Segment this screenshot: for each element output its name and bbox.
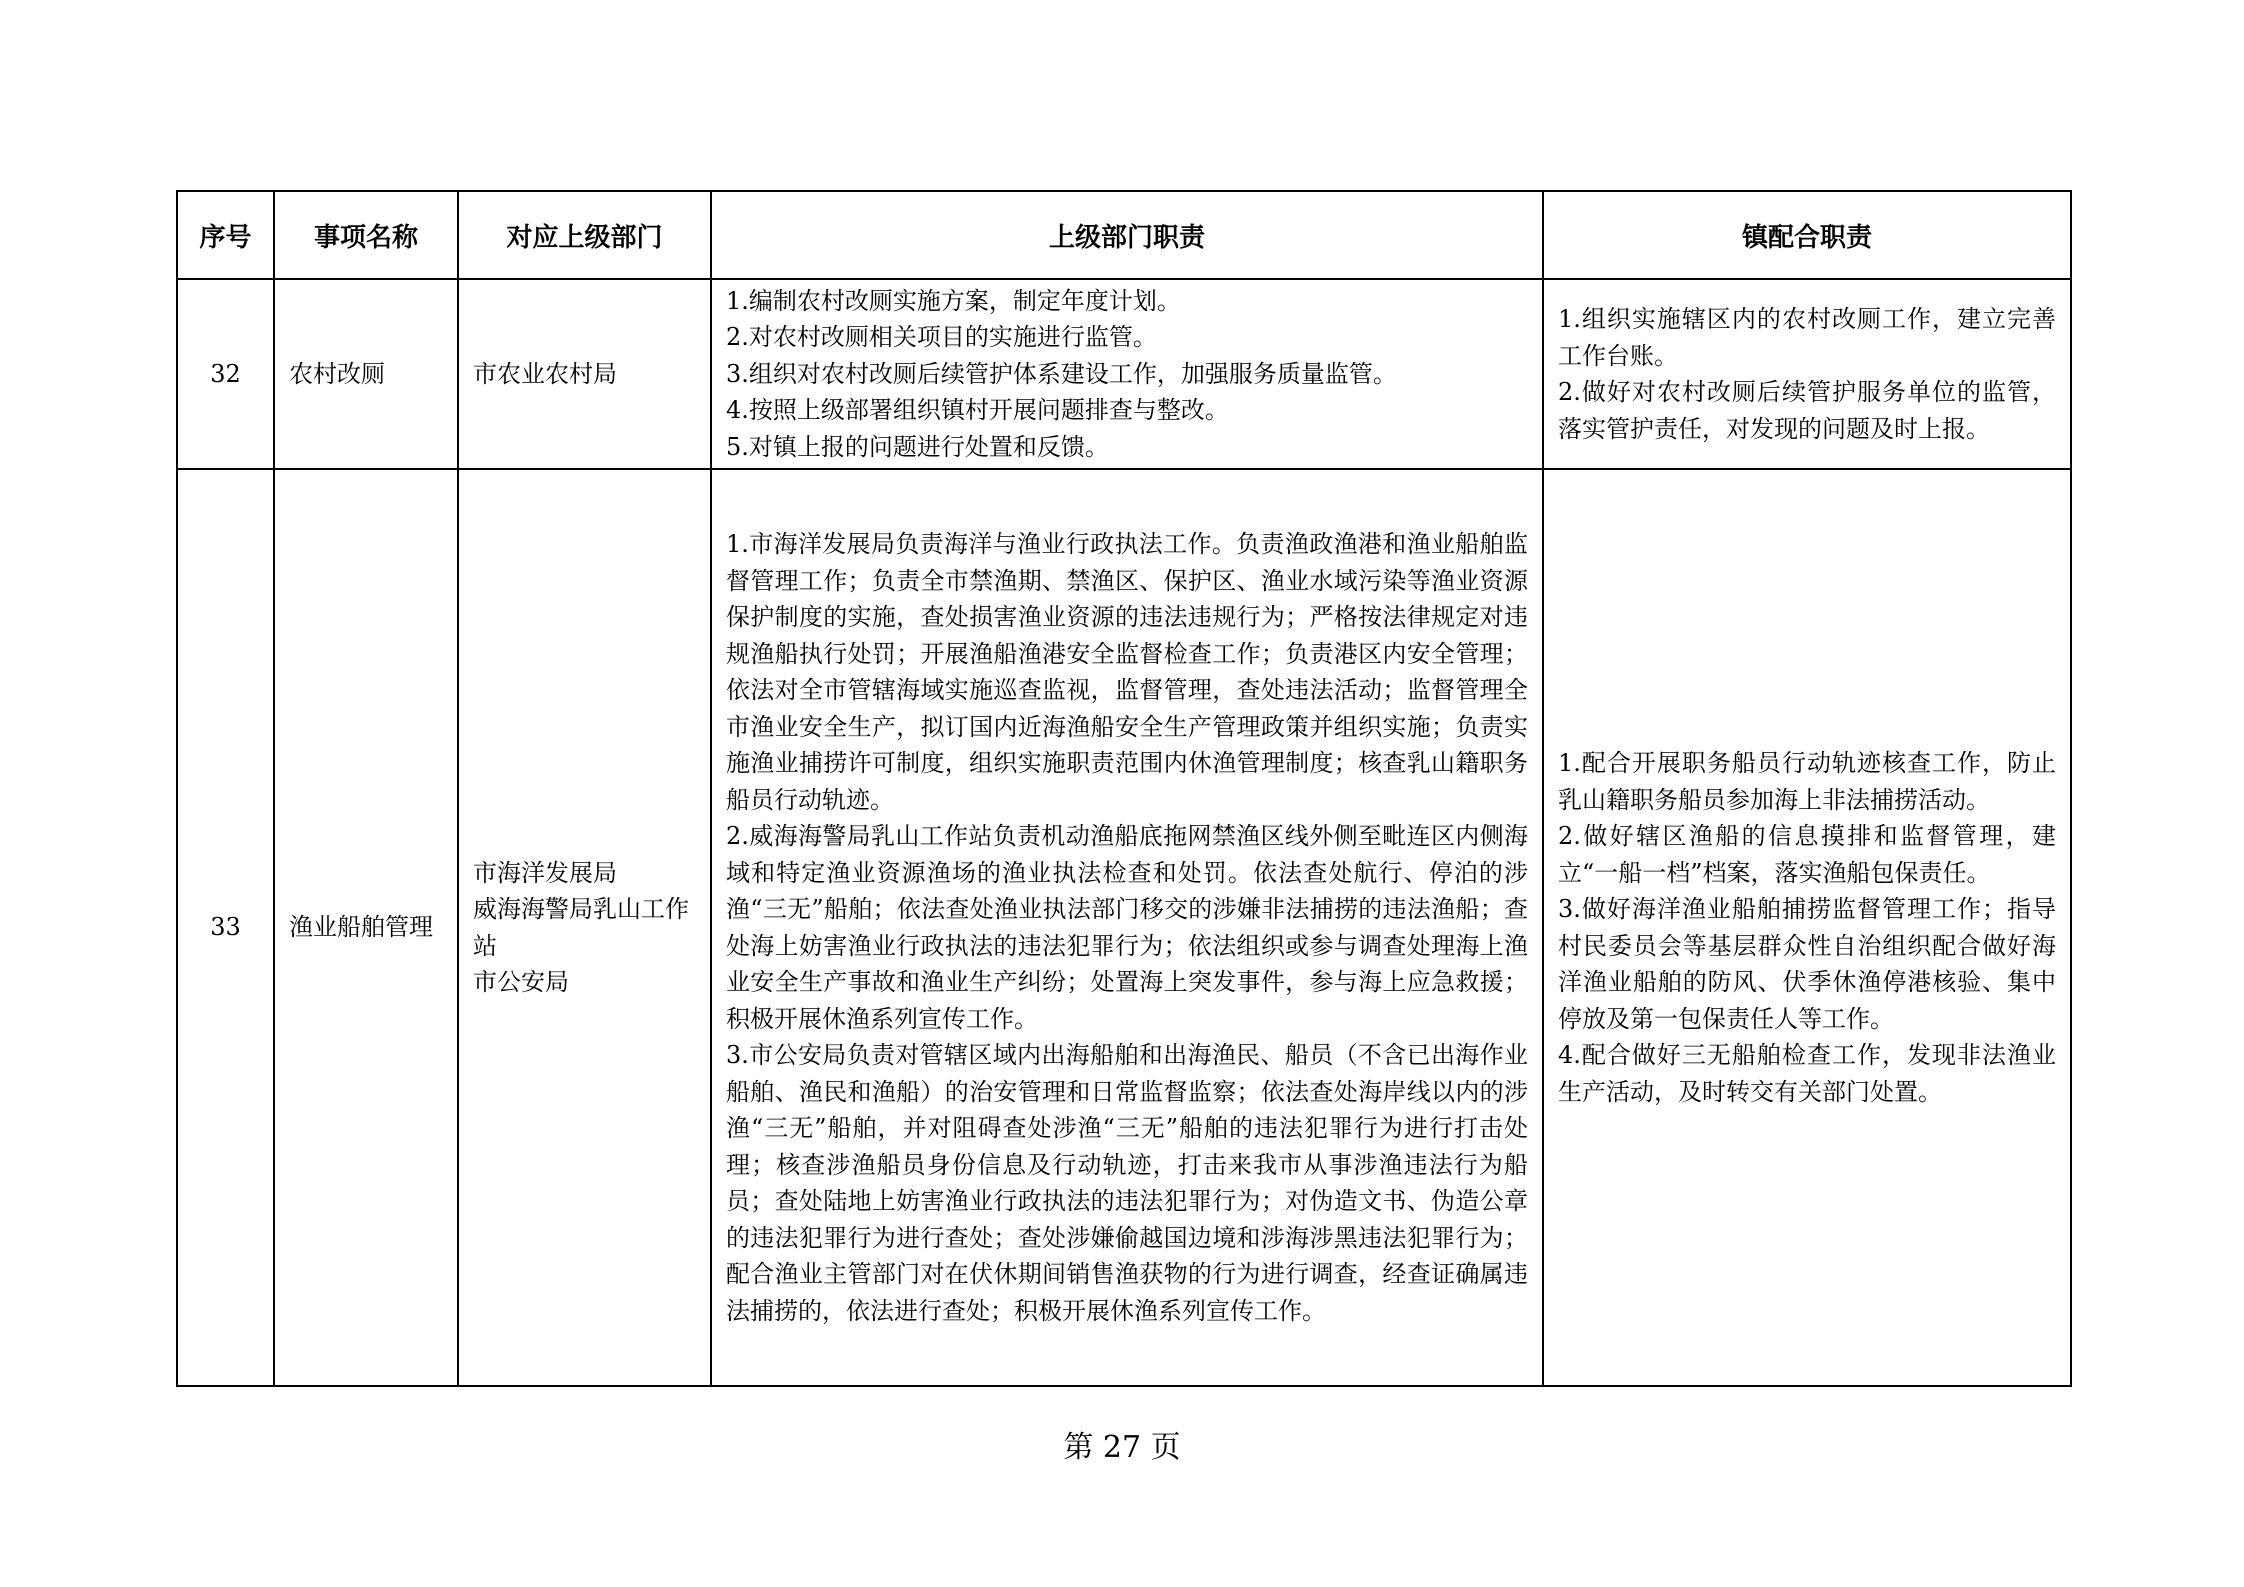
duty-line: 5.对镇上报的问题进行处置和反馈。 [726,432,1109,461]
row-index: 33 [177,469,274,1386]
page-number: 第 27 页 [1063,1430,1181,1465]
row-departments [458,279,711,469]
row-index: 32 [177,279,274,469]
row-superior-duties [711,469,1543,1386]
duty-line: 3.市公安局负责对管辖区域内出海船舶和出海渔民、船员（不含已出海作业船舶、渔民和渔船）的治安管理和日常监督监察；依法查处海岸线以内的涉渔“三无”船舶，并对阻碍查处涉渔“三无”船舶的违法犯罪行为进行打击处理；核查涉渔船员身份信息及行动轨迹，打击来我市从事涉渔违法行为船员；查处陆地上妨害渔业行政执法的违法犯罪行为；对伪造文书、伪造公章的违法犯罪行为进行查处；查处涉嫌偷越国边境和涉海涉黑违法犯罪行为；配合渔业主管部门对在伏休期间销售渔获物的行为进行调查，经查证确属违法捕捞的，依法进行查处；积极开展休渔系列宣传工作。 [726,1041,1528,1325]
header-town-duties: 镇配合职责 [1543,191,2071,279]
row-item-name: 渔业船舶管理 [274,469,458,1386]
header-index: 序号 [177,191,274,279]
department-line: 市农业农村局 [473,359,617,388]
duty-line: 2.做好辖区渔船的信息摸排和监督管理，建立“一船一档”档案，落实渔船包保责任。 [1558,822,2056,887]
duties-table-wrapper [176,190,2070,1387]
header-superior-department: 对应上级部门 [458,191,711,279]
duty-line: 1.市海洋发展局负责海洋与渔业行政执法工作。负责渔政渔港和渔业船舶监督管理工作；负责全市禁渔期、禁渔区、保护区、渔业水域污染等渔业资源保护制度的实施，查处损害渔业资源的违法违规行为；严格按法律规定对违规渔船执行处罚；开展渔船渔港安全监督检查工作；负责港区内安全管理；依法对全市管辖海域实施巡查监视，监督管理，查处违法活动；监督管理全市渔业安全生产，拟订国内近海渔船安全生产管理政策并组织实施；负责实施渔业捕捞许可制度，组织实施职责范围内休渔管理制度；核查乳山籍职务船员行动轨迹。 [726,530,1528,814]
row-departments [458,469,711,1386]
department-line: 市海洋发展局 [473,858,617,887]
header-superior-duties: 上级部门职责 [711,191,1543,279]
duty-line: 1.编制农村改厕实施方案，制定年度计划。 [726,286,1181,315]
row-town-duties [1543,469,2071,1386]
duties-table [176,190,2072,1387]
table-header-row [177,191,2071,279]
duty-line: 4.配合做好三无船舶检查工作，发现非法渔业生产活动，及时转交有关部门处置。 [1558,1041,2056,1106]
row-superior-duties [711,279,1543,469]
duty-line: 4.按照上级部署组织镇村开展问题排查与整改。 [726,396,1229,425]
table-row [177,469,2071,1386]
row-item-name: 农村改厕 [274,279,458,469]
duty-line: 2.对农村改厕相关项目的实施进行监管。 [726,323,1157,352]
duty-line: 3.组织对农村改厕后续管护体系建设工作，加强服务质量监管。 [726,359,1397,388]
row-town-duties [1543,279,2071,469]
duty-line: 1.配合开展职务船员行动轨迹核查工作，防止乳山籍职务船员参加海上非法捕捞活动。 [1558,749,2056,814]
department-line: 市公安局 [473,968,569,996]
duty-line: 1.组织实施辖区内的农村改厕工作，建立完善工作台账。 [1558,305,2056,370]
duty-line: 3.做好海洋渔业船舶捕捞监督管理工作；指导村民委员会等基层群众性自治组织配合做好海洋渔业船舶的防风、伏季休渔停港核验、集中停放及第一包保责任人等工作。 [1558,895,2056,1033]
table-row [177,279,2071,469]
duty-line: 2.做好对农村改厕后续管护服务单位的监管，落实管护责任，对发现的问题及时上报。 [1558,378,2056,443]
header-item-name: 事项名称 [274,191,458,279]
department-line: 威海海警局乳山工作站 [473,895,689,960]
duty-line: 2.威海海警局乳山工作站负责机动渔船底拖网禁渔区线外侧至毗连区内侧海域和特定渔业资源渔场的渔业执法检查和处罚。依法查处航行、停泊的涉渔“三无”船舶；依法查处渔业执法部门移交的涉嫌非法捕捞的违法渔船；查处海上妨害渔业行政执法的违法犯罪行为；依法组织或参与调查处理海上渔业安全生产事故和渔业生产纠纷；处置海上突发事件，参与海上应急救援；积极开展休渔系列宣传工作。 [726,822,1528,1033]
